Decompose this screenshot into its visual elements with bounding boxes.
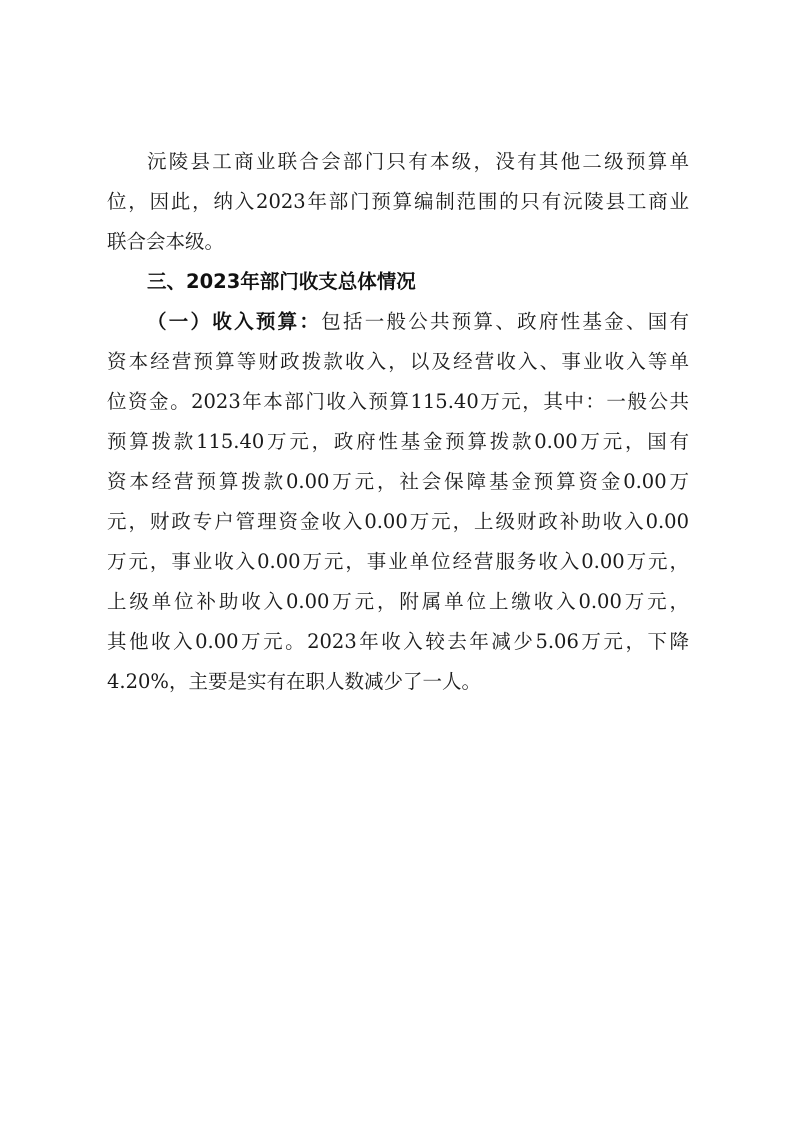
paragraph-line: 资本经营预算拨款0.00万元，社会保障基金预算资金0.00万 — [107, 470, 689, 493]
paragraph-line: 4.20%，主要是实有在职人数减少了一人。 — [107, 670, 481, 693]
paragraph-line: 万元，事业收入0.00万元，事业单位经营服务收入0.00万元， — [107, 550, 689, 573]
subsection-heading: （一）收入预算： — [147, 310, 322, 333]
paragraph-line: 位资金。2023年本部门收入预算115.40万元，其中：一般公共 — [107, 390, 689, 413]
document-body — [107, 142, 689, 702]
paragraph-text: 包括一般公共预算、政府性基金、国有 — [321, 310, 689, 333]
paragraph-line: 预算拨款115.40万元，政府性基金预算拨款0.00万元，国有 — [107, 430, 689, 453]
paragraph-line: 其他收入0.00万元。2023年收入较去年减少5.06万元，下降 — [107, 630, 689, 653]
section-heading: 三、2023年部门收支总体情况 — [147, 270, 416, 293]
paragraph-line: 上级单位补助收入0.00万元，附属单位上缴收入0.00万元， — [107, 590, 689, 613]
paragraph-line: 元，财政专户管理资金收入0.00万元，上级财政补助收入0.00 — [107, 510, 689, 533]
paragraph-line: 位，因此，纳入2023年部门预算编制范围的只有沅陵县工商业 — [107, 190, 689, 213]
subsection-first-line — [107, 302, 689, 342]
paragraph-line: 资本经营预算等财政拨款收入，以及经营收入、事业收入等单 — [107, 350, 689, 373]
paragraph-line: 沅陵县工商业联合会部门只有本级，没有其他二级预算单 — [147, 150, 689, 173]
paragraph-line: 联合会本级。 — [107, 230, 225, 253]
